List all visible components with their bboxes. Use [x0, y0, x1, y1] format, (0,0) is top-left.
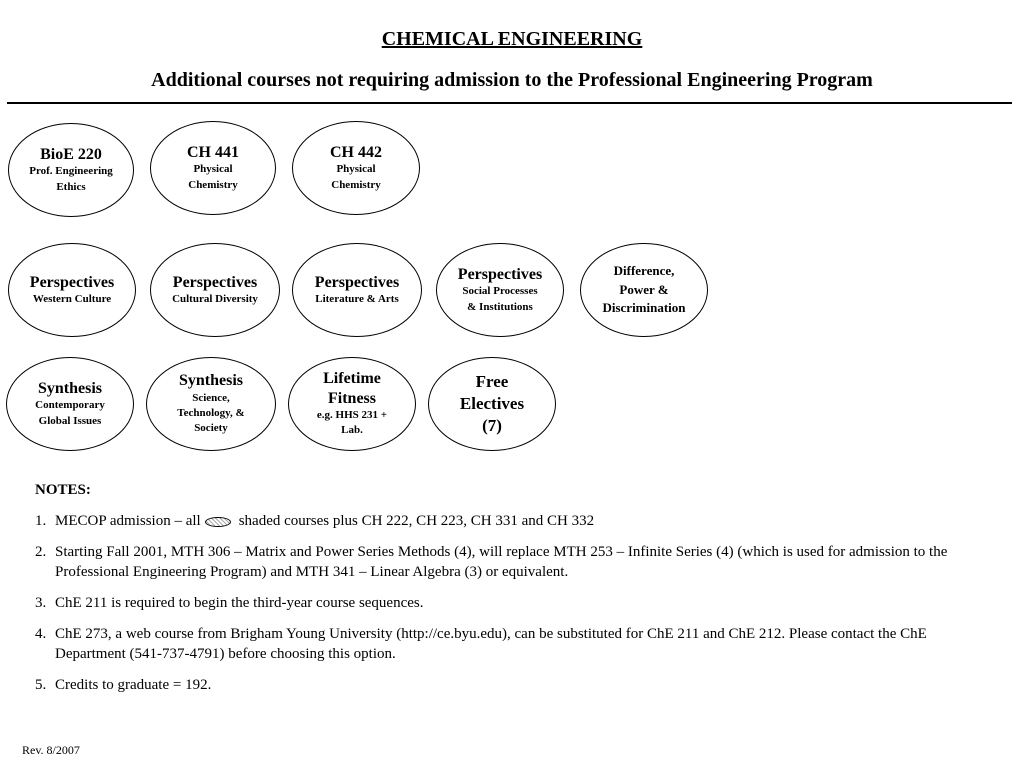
course-oval-ch441 [150, 121, 276, 215]
course-title: BioE 220 [40, 146, 102, 164]
notes-section [35, 480, 995, 706]
shaded-oval-icon [205, 517, 231, 527]
header-divider [7, 102, 1012, 104]
course-title: Perspectives [457, 266, 543, 284]
note-text-pre: MECOP admission – all [55, 513, 201, 529]
course-oval-ch442 [292, 121, 420, 215]
page-subtitle: Additional courses not requiring admission to the Professional Engineering Program [151, 69, 873, 91]
course-title: Perspectives [29, 273, 115, 291]
course-subtitle: Contemporary Global Issues [35, 399, 105, 427]
course-oval-free-electives [428, 357, 556, 451]
course-oval-synthesis-global [6, 357, 134, 451]
course-subtitle: Social Processes & Institutions [462, 285, 538, 313]
note-number: 3. [35, 595, 47, 611]
course-title: Lifetime Fitness [323, 370, 381, 407]
course-subtitle: e.g. HHS 231 + Lab. [316, 408, 388, 437]
course-subtitle: Cultural Diversity [172, 292, 258, 305]
note-item [35, 593, 995, 613]
course-oval-lifetime-fitness [288, 357, 416, 451]
course-oval-synthesis-science [146, 357, 276, 451]
course-title: CH 442 [330, 144, 382, 162]
note-text: Credits to graduate = 192. [55, 677, 212, 693]
course-subtitle: Physical Chemistry [331, 163, 381, 191]
course-title: Synthesis [37, 380, 103, 398]
note-number: 5. [35, 677, 47, 693]
course-title: Free Electives (7) [459, 371, 525, 436]
note-text: Starting Fall 2001, MTH 306 – Matrix and Power Series Methods (4), will replace MTH 253 – Infinite Series (4) (which is used for admission to the Professional Engineering Program) and MTH 341 – Linear Algebra (3) or equivalent. [55, 544, 948, 580]
note-text-post: shaded courses plus CH 222, CH 223, CH 331 and CH 332 [238, 513, 595, 529]
course-oval-difference-power [580, 243, 708, 337]
note-number: 1. [35, 513, 47, 529]
note-text: ChE 211 is required to begin the third-year course sequences. [55, 595, 424, 611]
note-item [35, 675, 995, 695]
course-oval-bioe220 [8, 123, 134, 217]
course-subtitle: Western Culture [32, 292, 112, 305]
note-text [55, 511, 995, 531]
course-oval-perspectives-cultural [150, 243, 280, 337]
course-oval-perspectives-western [8, 243, 136, 337]
course-oval-perspectives-social [436, 243, 564, 337]
course-title: CH 441 [187, 144, 239, 162]
note-number: 4. [35, 626, 47, 642]
course-title: Difference, Power & Discrimination [602, 262, 686, 316]
note-number: 2. [35, 544, 47, 560]
course-subtitle: Prof. Engineering Ethics [29, 165, 113, 193]
note-item [35, 542, 995, 582]
note-item [35, 511, 995, 531]
note-text: ChE 273, a web course from Brigham Young University (http://ce.byu.edu), can be substituted for ChE 211 and ChE 212. Please contact the ChE Department (541-737-4791) before choosing this option. [55, 626, 927, 662]
page-title: CHEMICAL ENGINEERING [381, 28, 643, 50]
notes-heading: NOTES: [35, 482, 91, 498]
course-title: Perspectives [172, 273, 258, 291]
course-title: Synthesis [178, 372, 244, 390]
note-item [35, 624, 995, 664]
course-oval-perspectives-literature [292, 243, 422, 337]
course-title: Perspectives [314, 273, 400, 291]
course-subtitle: Science, Technology, & Society [177, 391, 245, 435]
course-subtitle: Literature & Arts [315, 292, 399, 305]
course-subtitle: Physical Chemistry [188, 163, 238, 191]
revision-date: Rev. 8/2007 [22, 743, 80, 757]
